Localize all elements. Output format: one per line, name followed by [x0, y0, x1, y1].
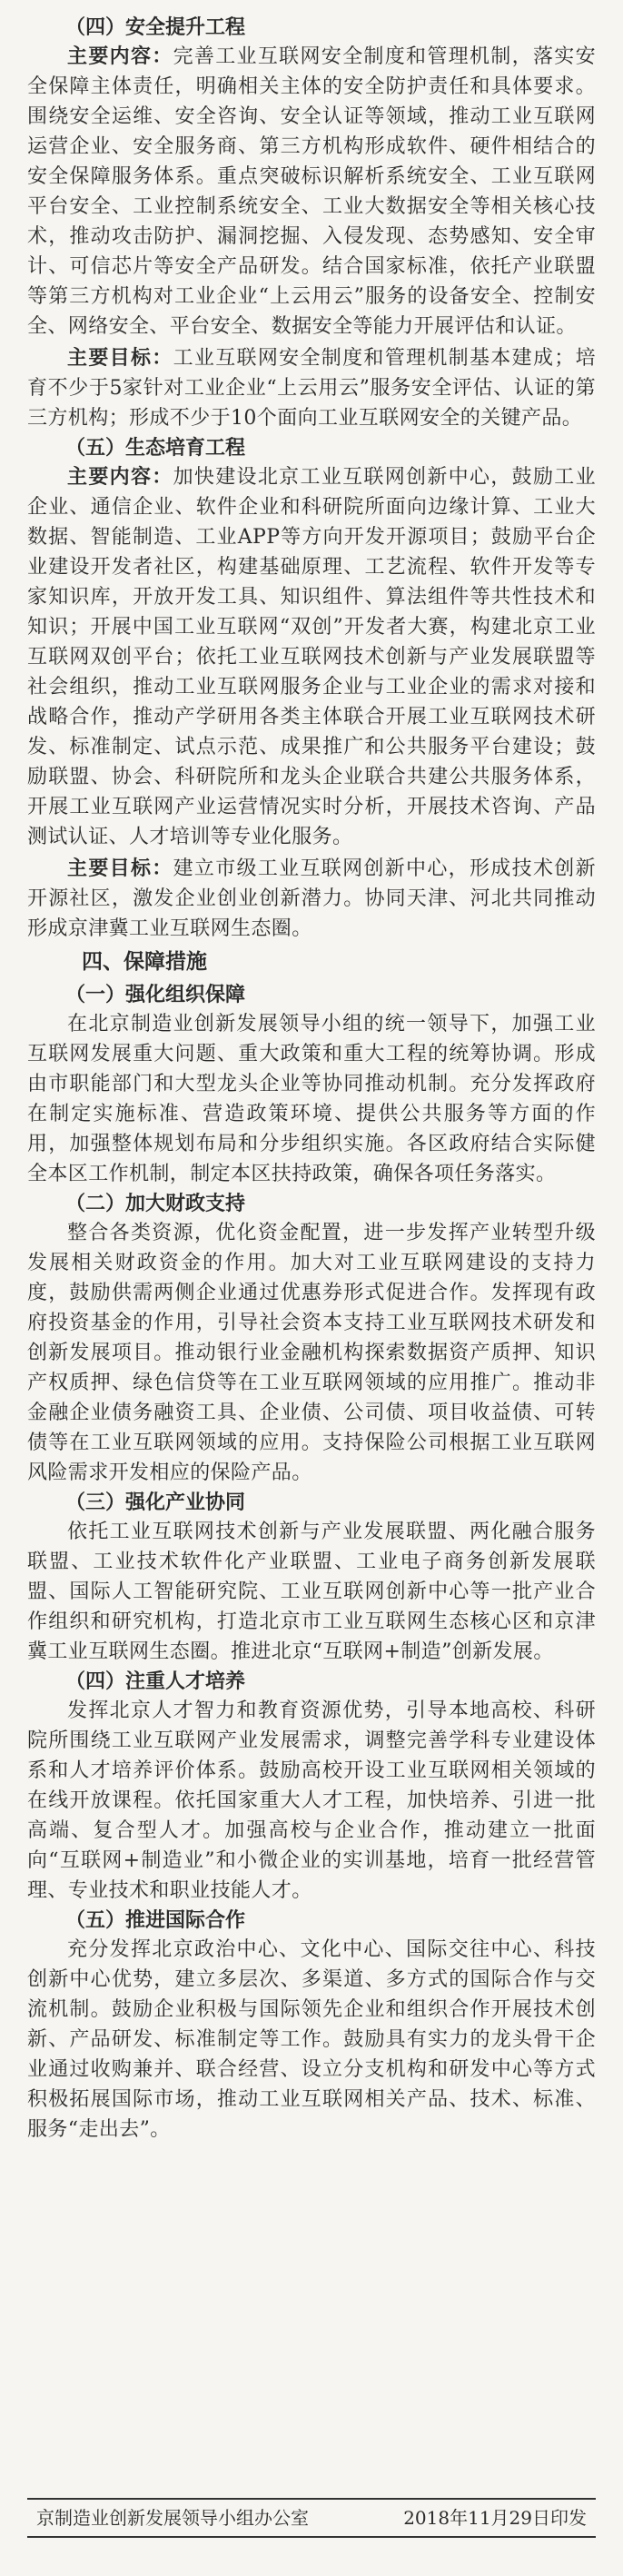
measure-title-organization: （一）强化组织保障: [65, 983, 246, 1006]
goal-label: 主要目标：: [67, 857, 173, 880]
security-content: 主要内容：完善工业互联网安全制度和管理机制，落实安全保障主体责任，明确相关主体的安全防护责任和具体要求。围绕安全运维、安全咨询、安全认证等领域，推动工业互联网运营企业、安全服务商、第三方机构形成软件、硬件相结合的安全保障服务体系。重点突破标识解析系统安全、工业互联网平台安全、工业控制系统安全、工业大数据安全等相关核心技术，推动攻击防护、漏洞挖掘、入侵发现、态势感知、安全审计、可信芯片等安全产品研发。结合国家标准，依托产业联盟等第三方机构对工业企业“上云用云”服务的设备安全、控制安全、网络安全、平台安全、数据安全等能力开展评估和认证。: [27, 45, 596, 338]
content-label: 主要内容：: [67, 45, 173, 68]
measure-content-industry: 依托工业互联网技术创新与产业发展联盟、两化融合服务联盟、工业技术软件化产业联盟、工业电子商务创新发展联盟、国际人工智能研究院、工业互联网创新中心等一批产业合作组织和研究机构，打造北京市工业互联网生态核心区和京津冀工业互联网生态圈。推进北京“互联网+制造”创新发展。: [27, 1521, 596, 1663]
section-title-security: （四）安全提升工程: [65, 15, 246, 39]
measure-content-finance: 整合各类资源，优化资金配置，进一步发挥产业转型升级发展相关财政资金的作用。加大对工业互联网建设的支持力度，鼓励供需两侧企业通过优惠券形式促进合作。发挥现有政府投资基金的作用，引导社会资本支持工业互联网技术研发和创新发展项目。推动银行业金融机构探索数据资产质押、知识产权质押、绿色信贷等在工业互联网领域的应用推广。推动非金融企业债务融资工具、企业债、公司债、项目收益债、可转债等在工业互联网领域的应用。支持保险公司根据工业互联网风险需求开发相应的保险产品。: [27, 1222, 596, 1484]
ecosystem-goal: 主要目标：建立市级工业互联网创新中心，形成技术创新开源社区，激发企业创业创新潜力。协同天津、河北共同推动形成京津冀工业互联网生态圈。: [27, 857, 596, 940]
measure-title-talent: （四）注重人才培养: [65, 1669, 246, 1693]
issue-date: 2018年11月29日印发: [403, 2507, 587, 2529]
issue-footer: [27, 2498, 596, 2538]
measure-title-international: （五）推进国际合作: [65, 1908, 246, 1932]
measure-title-industry: （三）强化产业协同: [65, 1491, 246, 1514]
goal-label: 主要目标：: [67, 346, 173, 370]
measure-content-talent: 发挥北京人才智力和教育资源优势，引导本地高校、科研院所围绕工业互联网产业发展需求，调整完善学科专业建设体系和人才培养评价体系。鼓励高校开设工业互联网相关领域的在线开放课程。依托国家重大人才工程，加快培养、引进一批高端、复合型人才。加强高校与企业合作，推动建立一批面向“互联网+制造业”和小微企业的实训基地，培育一批经营管理、专业技术和职业技能人才。: [27, 1699, 596, 1902]
measure-content-international: 充分发挥北京政治中心、文化中心、国际交往中心、科技创新中心优势，建立多层次、多渠道、多方式的国际合作与交流机制。鼓励企业积极与国际领先企业和组织合作开展技术创新、产品研发、标准制定等工作。鼓励具有实力的龙头骨干企业通过收购兼并、联合经营、设立分支机构和研发中心等方式积极拓展国际市场，推动工业互联网相关产品、技术、标准、服务“走出去”。: [27, 1938, 596, 2141]
measure-title-finance: （二）加大财政支持: [65, 1192, 246, 1215]
issuer-name: 京制造业创新发展领导小组办公室: [36, 2507, 309, 2529]
content-label: 主要内容：: [67, 465, 173, 489]
measure-content-organization: 在北京制造业创新发展领导小组的统一领导下，加强工业互联网发展重大问题、重大政策和重大工程的统筹协调。形成由市职能部门和大型龙头企业等协同推动机制。充分发挥政府在制定实施标准、营造政策环境、提供公共服务等方面的作用，加强整体规划布局和分步组织实施。各区政府结合实际健全本区工作机制，制定本区扶持政策，确保各项任务落实。: [27, 1013, 596, 1185]
security-goal: 主要目标：工业互联网安全制度和管理机制基本建成；培育不少于5家针对工业企业“上云用云”服务安全评估、认证的第三方机构；形成不少于10个面向工业互联网安全的关键产品。: [27, 346, 596, 430]
section-title-ecosystem: （五）生态培育工程: [65, 436, 246, 460]
part-title-safeguards: 四、保障措施: [82, 949, 207, 974]
ecosystem-content: 主要内容：加快建设北京工业互联网创新中心，鼓励工业企业、通信企业、软件企业和科研院所面向边缘计算、工业大数据、智能制造、工业APP等方向开发开源项目；鼓励平台企业建设开发者社区，构建基础原理、工艺流程、软件开发等专家知识库，开放开发工具、知识组件、算法组件等共性技术和知识；开展中国工业互联网“双创”开发者大赛，构建北京工业互联网双创平台；依托工业互联网技术创新与产业发展联盟等社会组织，推动工业互联网服务企业与工业企业的需求对接和战略合作，推动产学研用各类主体联合开展工业互联网技术研发、标准制定、试点示范、成果推广和公共服务平台建设；鼓励联盟、协会、科研院所和龙头企业联合共建公共服务体系，开展工业互联网产业运营情况实时分析，开展技术咨询、产品测试认证、人才培训等专业化服务。: [27, 465, 596, 848]
